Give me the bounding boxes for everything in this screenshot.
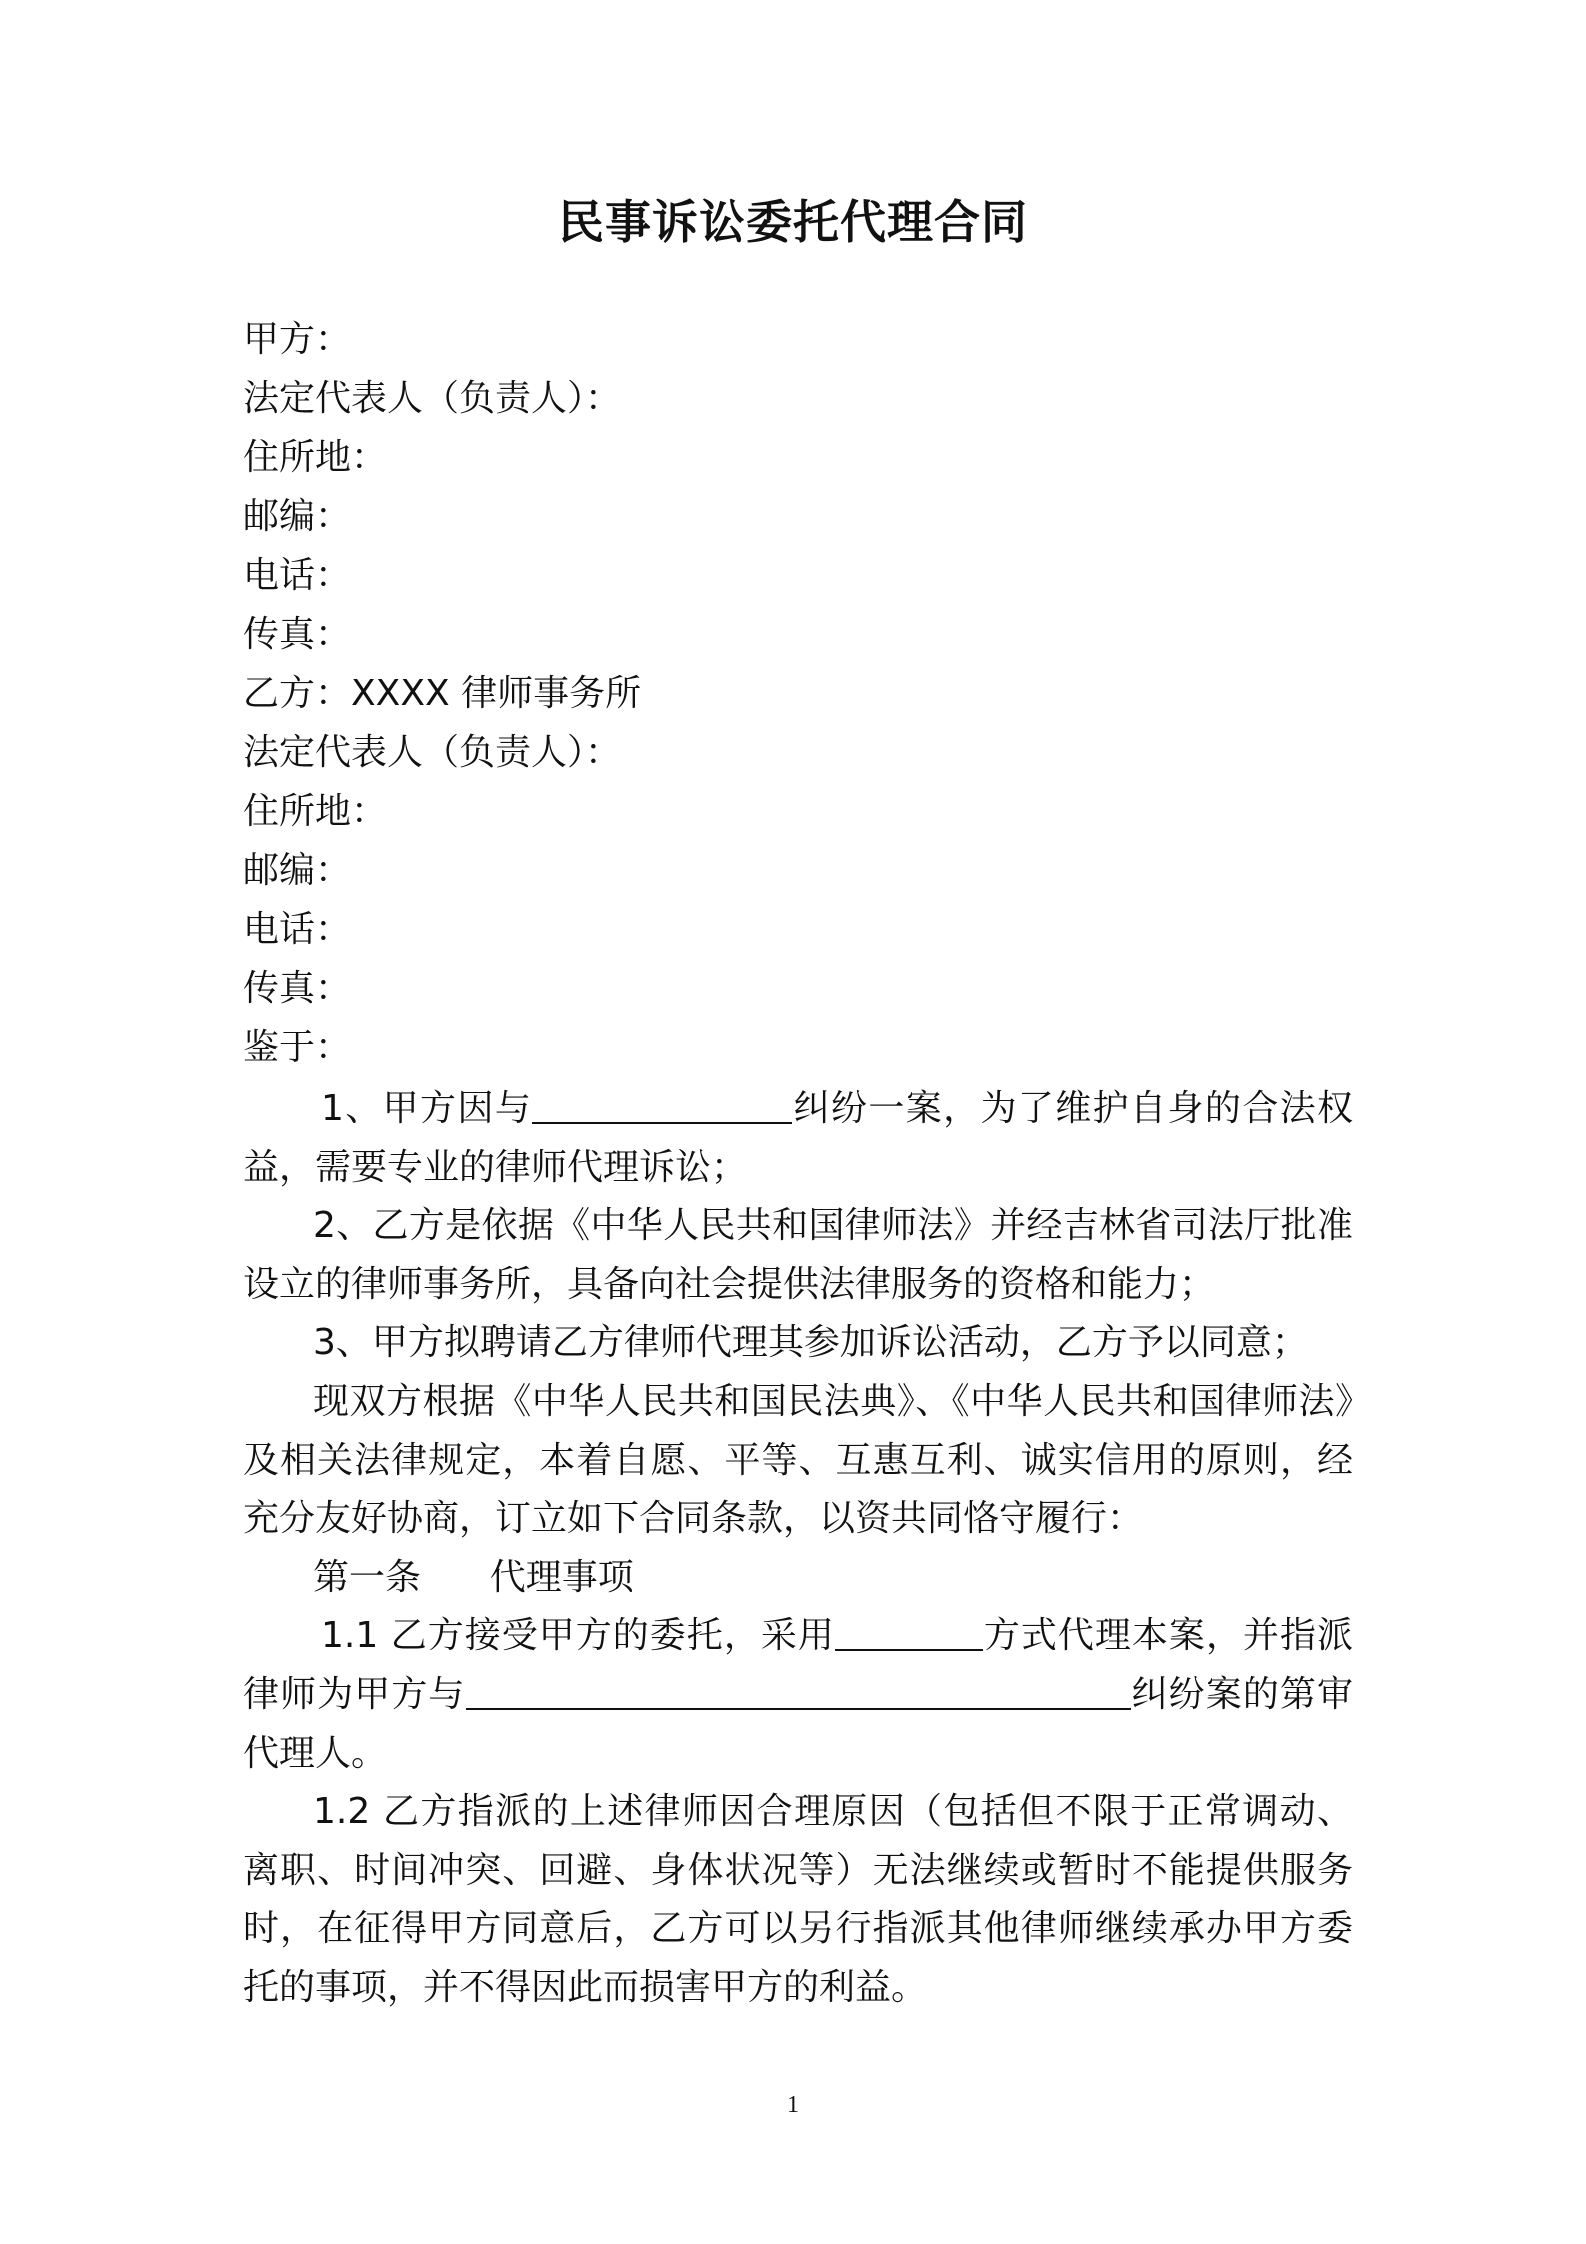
recital-1 [243,1080,1353,1197]
clause-1-2: 1.2 乙方指派的上述律师因合理原因（包括但不限于正常调动、离职、时间冲突、回避、身体状况等）无法继续或暂时不能提供服务时，在征得甲方同意后，乙方可以另行指派其他律师继续承办甲方委托的事项，并不得因此而损害甲方的利益。 [243,1791,1353,2008]
party-b-fax-label: 传真： [243,968,352,1009]
party-info-block [243,310,641,1077]
recital-4: 现双方根据《中华人民共和国民法典》、《中华人民共和国律师法》及相关法律规定，本着自愿、平等、互惠互利、诚实信用的原则，经充分友好协商，订立如下合同条款，以资共同恪守履行： [243,1380,1353,1540]
dispute-party-blank [532,1082,792,1124]
whereas-label: 鉴于： [243,1027,352,1068]
clause-1-1-text-b: 方式代理本案，并指派律师为甲方与 [243,1615,1353,1715]
page-number: 1 [787,2092,799,2118]
article-1-number: 第一条 [313,1556,422,1598]
party-a-address-label: 住所地： [243,437,388,478]
article-1-title: 代理事项 [489,1556,634,1598]
article-1-heading [243,1549,1353,1608]
recital-3: 3、甲方拟聘请乙方律师代理其参加诉讼活动，乙方予以同意； [313,1322,1308,1364]
party-b-name-label: 乙方：XXXX 律师事务所 [243,673,642,714]
clause-1-1 [243,1607,1353,1783]
party-b-address-label: 住所地： [243,791,388,832]
party-b-postcode-label: 邮编： [243,850,352,891]
document-title: 民事诉讼委托代理合同 [558,195,1028,249]
clause-1-1-text-a: 1.1 乙方接受甲方的委托，采用 [321,1615,835,1657]
party-a-representative-label: 法定代表人（负责人）： [243,378,622,419]
opposing-party-blank [466,1668,1131,1710]
party-b-phone-label: 电话： [243,909,352,950]
agency-method-blank [835,1609,983,1651]
clause-1-1-text-c: 纠纷案的第审代理人。 [243,1673,1353,1774]
party-a-phone-label: 电话： [243,555,352,596]
party-a-name-label: 甲方： [243,319,352,360]
party-a-postcode-label: 邮编： [243,496,352,537]
recital-1-text-end: 纠纷一案，为了维护自身的合法权益，需要专业的律师代理诉讼； [243,1088,1353,1188]
party-a-fax-label: 传真： [243,614,352,655]
party-b-representative-label: 法定代表人（负责人）： [243,732,622,773]
recital-1-text-start: 1、甲方因与 [321,1088,533,1129]
contract-body [243,1080,1353,2018]
recital-2: 2、乙方是依据《中华人民共和国律师法》并经吉林省司法厅批准设立的律师事务所，具备向社会提供法律服务的资格和能力； [243,1205,1353,1305]
